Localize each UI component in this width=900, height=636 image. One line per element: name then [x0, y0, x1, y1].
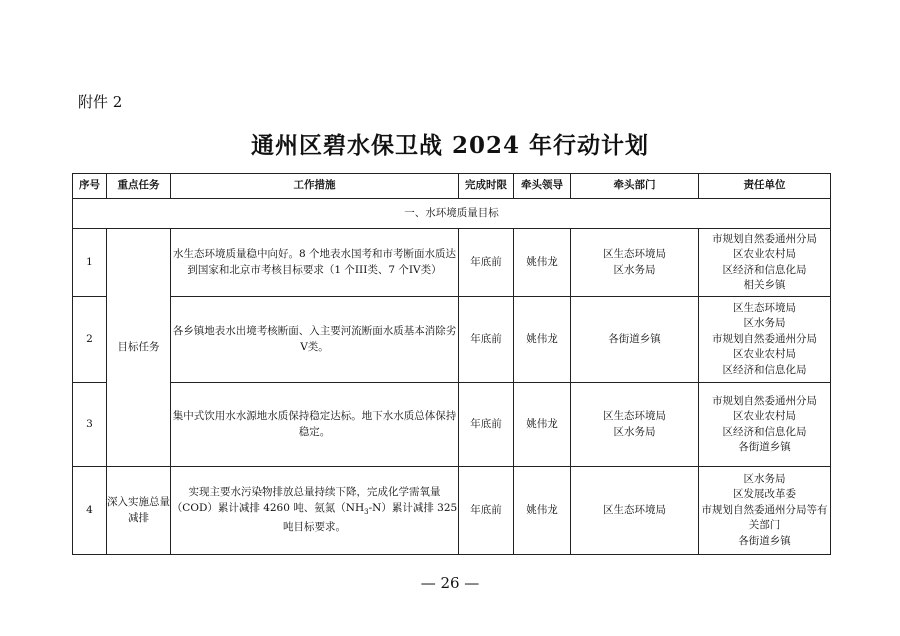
- responsible-item: 相关乡镇: [743, 279, 786, 291]
- table-header-row: [73, 174, 831, 199]
- row-measure: [171, 467, 459, 555]
- row-no: 4: [73, 467, 107, 555]
- responsible-item: 区生态环境局: [733, 301, 796, 314]
- row-deadline: 年底前: [459, 229, 514, 297]
- responsible-item: 区水务局: [743, 317, 786, 330]
- row-lead-dept: [571, 467, 699, 555]
- page-number: — 26 —: [420, 574, 480, 592]
- responsible-item: 区农业农村局: [733, 348, 796, 361]
- responsible-item: 市规划自然委通州分局: [712, 232, 817, 245]
- header-leader: 牵头领导: [514, 174, 571, 199]
- header-responsible: 责任单位: [699, 174, 831, 199]
- row-task: 目标任务: [107, 229, 171, 467]
- row-lead-dept: [571, 297, 699, 383]
- responsible-item: 市规划自然委通州分局等有关部门: [701, 503, 828, 532]
- row-leader: 姚伟龙: [514, 467, 571, 555]
- row-responsible: [699, 297, 831, 383]
- header-no: 序号: [73, 174, 107, 199]
- header-lead-dept: 牵头部门: [571, 174, 699, 199]
- responsible-item: 区农业农村局: [733, 248, 796, 260]
- lead-dept-item: 区生态环境局: [603, 410, 666, 422]
- row-task: 深入实施总量减排: [107, 467, 171, 555]
- row-leader: 姚伟龙: [514, 383, 571, 467]
- lead-dept-item: 区水务局: [613, 263, 656, 276]
- measure-subscript: 3: [364, 507, 369, 516]
- lead-dept-item: 各街道乡镇: [608, 332, 661, 345]
- row-lead-dept: [571, 383, 699, 467]
- responsible-item: 区经济和信息化局: [722, 425, 807, 438]
- measure-text-a: 实现主要水污染物排放总量持续下降，完成化学需氧量（COD）累计减排 4260 吨、氨氮（NH: [171, 486, 441, 514]
- page-title: 通州区碧水保卫战 2024 年行动计划: [250, 132, 650, 159]
- row-lead-dept: [571, 229, 699, 297]
- row-no: 2: [73, 297, 107, 383]
- row-no: 3: [73, 383, 107, 467]
- table-row: [73, 467, 831, 555]
- section-row: [73, 199, 831, 229]
- row-no: 1: [73, 229, 107, 297]
- responsible-item: 市规划自然委通州分局: [712, 332, 817, 345]
- row-measure: 水生态环境质量稳中向好。8 个地表水国考和市考断面水质达到国家和北京市考核目标要求（1 个III类、7 个IV类）: [171, 229, 459, 297]
- responsible-item: 各街道乡镇: [738, 441, 791, 453]
- row-deadline: 年底前: [459, 467, 514, 555]
- responsible-item: 区水务局: [743, 472, 786, 485]
- row-measure: 各乡镇地表水出境考核断面、入主要河流断面水质基本消除劣Ⅴ类。: [171, 297, 459, 383]
- attachment-label: 附件 2: [78, 93, 123, 111]
- lead-dept-item: 区生态环境局: [603, 503, 666, 516]
- responsible-item: 区农业农村局: [733, 410, 796, 422]
- row-deadline: 年底前: [459, 383, 514, 467]
- row-responsible: [699, 383, 831, 467]
- measure-text-b: -N）累计减排 325 吨目标要求。: [283, 501, 458, 534]
- section-title: 一、水环境质量目标: [73, 199, 831, 229]
- responsible-item: 各街道乡镇: [738, 534, 791, 547]
- row-leader: 姚伟龙: [514, 229, 571, 297]
- action-plan-table: [72, 173, 831, 555]
- table-row: [73, 383, 831, 467]
- header-task: 重点任务: [107, 174, 171, 199]
- row-measure: 集中式饮用水水源地水质保持稳定达标。地下水水质总体保持稳定。: [171, 383, 459, 467]
- responsible-item: 区发展改革委: [733, 488, 796, 501]
- table-row: [73, 229, 831, 297]
- lead-dept-item: 区生态环境局: [603, 248, 666, 260]
- lead-dept-item: 区水务局: [613, 425, 656, 438]
- responsible-item: 区经济和信息化局: [722, 263, 807, 276]
- header-deadline: 完成时限: [459, 174, 514, 199]
- row-responsible: [699, 467, 831, 555]
- table-row: [73, 297, 831, 383]
- responsible-item: 区经济和信息化局: [722, 363, 807, 376]
- row-deadline: 年底前: [459, 297, 514, 383]
- row-leader: 姚伟龙: [514, 297, 571, 383]
- row-responsible: [699, 229, 831, 297]
- responsible-item: 市规划自然委通州分局: [712, 394, 817, 407]
- header-measure: 工作措施: [171, 174, 459, 199]
